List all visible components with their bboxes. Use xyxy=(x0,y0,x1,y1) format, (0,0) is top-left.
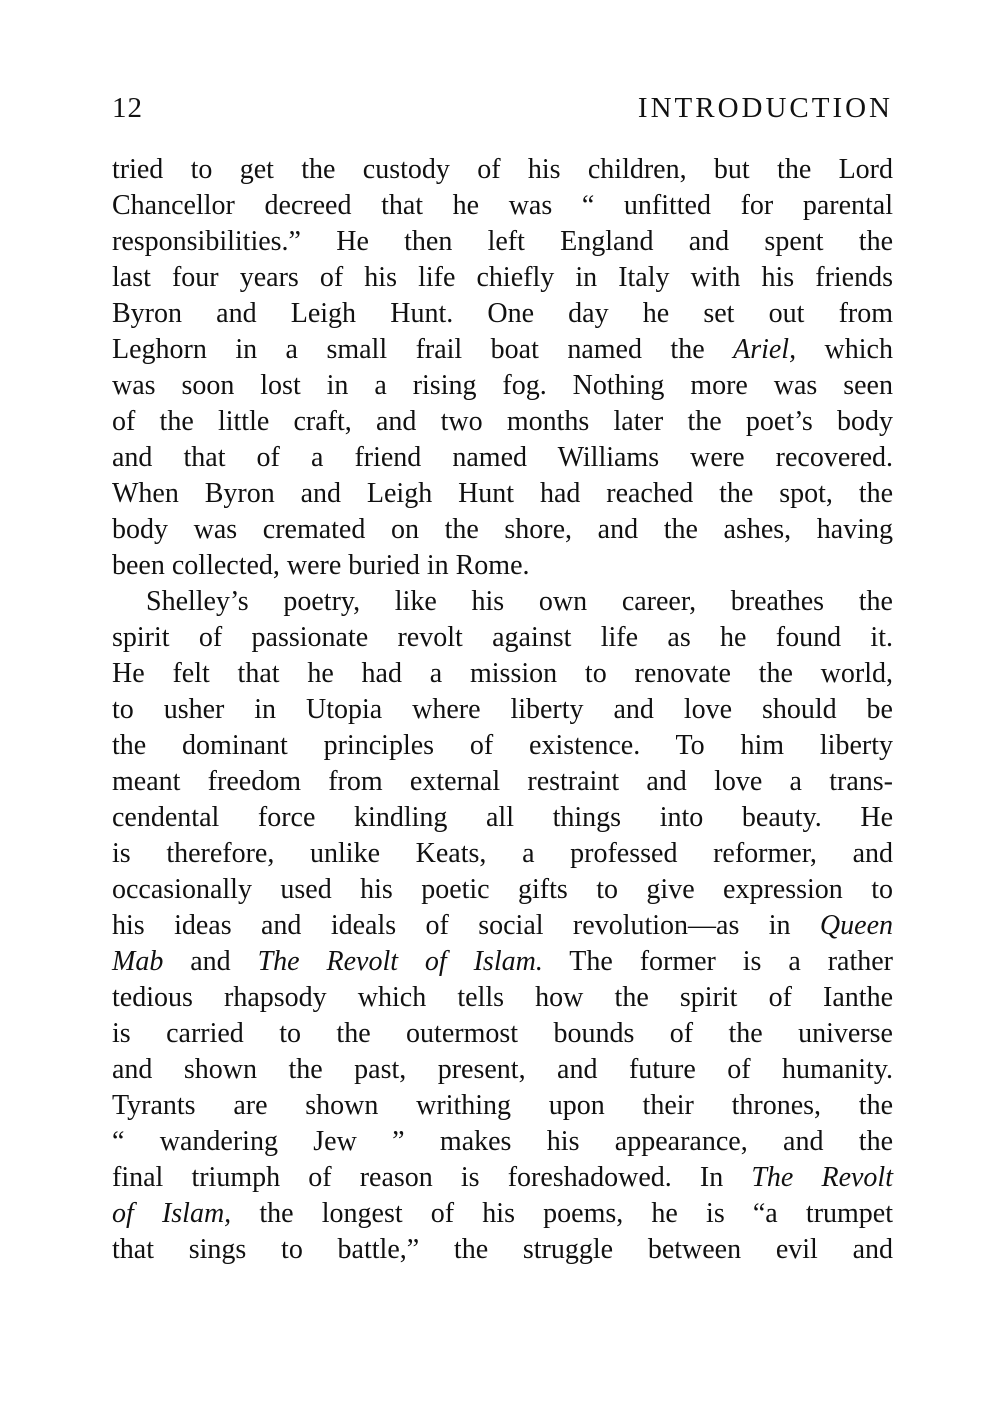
text-line xyxy=(112,1124,893,1160)
text-segment: and shown the past, present, and future of humanity. xyxy=(112,1054,893,1085)
text-line xyxy=(112,440,893,476)
text-line xyxy=(112,188,893,224)
text-line xyxy=(112,584,893,620)
text-line xyxy=(112,836,893,872)
text-line xyxy=(112,1196,893,1232)
text-segment: of the little craft, and two months later the poet’s body xyxy=(112,406,893,437)
text-line xyxy=(112,1232,893,1268)
text-line xyxy=(112,512,893,548)
text-segment: the longest of his poems, he is “a trumpet xyxy=(231,1198,894,1229)
italic-text: Queen xyxy=(819,910,893,941)
text-line xyxy=(112,296,893,332)
text-segment: final triumph of reason is foreshadowed. In xyxy=(112,1162,752,1193)
text-line xyxy=(112,944,893,980)
text-line xyxy=(112,368,893,404)
text-line xyxy=(112,872,893,908)
italic-text: Mab xyxy=(112,946,164,977)
text-line xyxy=(112,1016,893,1052)
text-segment: He felt that he had a mission to renovate the world, xyxy=(112,658,893,689)
italic-text: The Revolt xyxy=(751,1162,893,1193)
text-segment: that sings to battle,” the struggle between evil and xyxy=(112,1234,893,1265)
text-segment: cendental force kindling all things into beauty. He xyxy=(112,802,893,833)
italic-text: The Revolt of Islam. xyxy=(257,946,543,977)
text-segment: tried to get the custody of his children, but the Lord xyxy=(112,154,893,185)
text-segment: Chancellor decreed that he was “ unfitted for parental xyxy=(112,190,893,221)
text-line xyxy=(112,692,893,728)
text-segment: been collected, were buried in Rome. xyxy=(112,550,530,581)
text-segment: meant freedom from external restraint and love a trans- xyxy=(112,766,893,797)
page-number: 12 xyxy=(112,92,143,124)
italic-text: Ariel, xyxy=(733,334,797,365)
text-segment: Tyrants are shown writhing upon their thrones, the xyxy=(112,1090,893,1121)
text-segment: spirit of passionate revolt against life as he found it. xyxy=(112,622,893,653)
text-line xyxy=(112,476,893,512)
text-segment: and xyxy=(163,946,258,977)
text-segment: When Byron and Leigh Hunt had reached the spot, the xyxy=(112,478,893,509)
text-line xyxy=(112,224,893,260)
text-segment: which xyxy=(796,334,893,365)
text-line xyxy=(112,404,893,440)
text-segment: was soon lost in a rising fog. Nothing more was seen xyxy=(112,370,893,401)
text-segment: is carried to the outermost bounds of the universe xyxy=(112,1018,893,1049)
text-line xyxy=(112,728,893,764)
text-line xyxy=(112,908,893,944)
text-line xyxy=(112,764,893,800)
text-segment: The former is a rather xyxy=(542,946,893,977)
text-segment: Byron and Leigh Hunt. One day he set out from xyxy=(112,298,893,329)
text-segment: his ideas and ideals of social revolution—as in xyxy=(112,910,820,941)
text-line xyxy=(112,152,893,188)
body-text xyxy=(112,152,893,1268)
text-segment: is therefore, unlike Keats, a professed reformer, and xyxy=(112,838,893,869)
text-segment: occasionally used his poetic gifts to give expression to xyxy=(112,874,893,905)
text-line xyxy=(112,332,893,368)
text-segment: body was cremated on the shore, and the ashes, having xyxy=(112,514,893,545)
running-title: INTRODUCTION xyxy=(637,92,893,124)
text-segment: last four years of his life chiefly in Italy with his friends xyxy=(112,262,893,293)
text-line xyxy=(112,260,893,296)
text-line xyxy=(112,980,893,1016)
text-line xyxy=(112,1052,893,1088)
text-line xyxy=(112,800,893,836)
text-segment: responsibilities.” He then left England and spent the xyxy=(112,226,893,257)
text-line xyxy=(112,548,893,584)
text-segment: “ wandering Jew ” makes his appearance, and the xyxy=(112,1126,893,1157)
text-line xyxy=(112,656,893,692)
text-segment: and that of a friend named Williams were recovered. xyxy=(112,442,893,473)
italic-text: of Islam, xyxy=(112,1198,232,1229)
text-line xyxy=(112,1160,893,1196)
text-line xyxy=(112,620,893,656)
text-segment: tedious rhapsody which tells how the spirit of Ianthe xyxy=(112,982,893,1013)
text-line xyxy=(112,1088,893,1124)
text-segment: to usher in Utopia where liberty and love should be xyxy=(112,694,893,725)
text-segment: Leghorn in a small frail boat named the xyxy=(112,334,734,365)
text-segment: the dominant principles of existence. To him liberty xyxy=(112,730,893,761)
text-segment: Shelley’s poetry, like his own career, breathes the xyxy=(146,586,893,617)
page-header xyxy=(112,92,893,132)
